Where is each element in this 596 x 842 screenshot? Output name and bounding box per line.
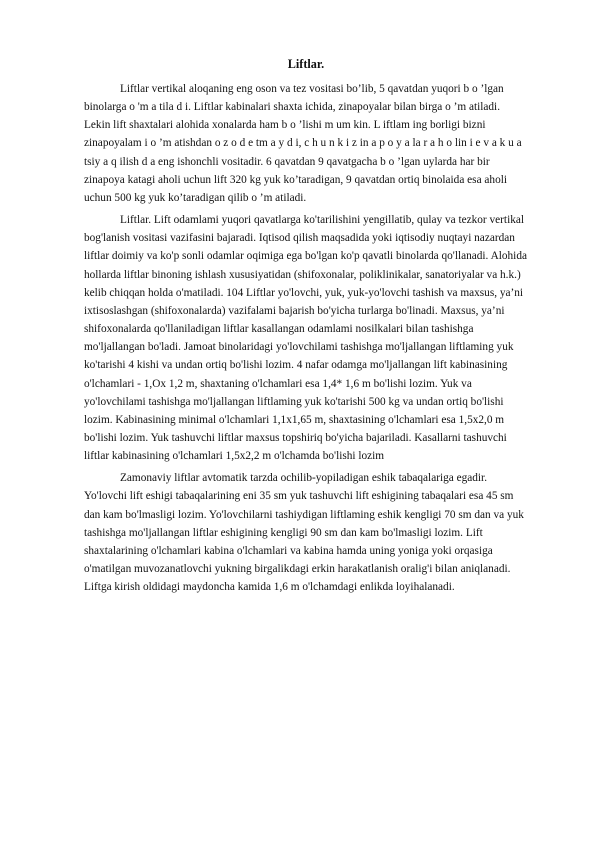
paragraph-intro: Liftlar vertikal aloqaning eng oson va tez vositasi bo’lib, 5 qavatdan yuqori b o ’lgan binolarga o 'm a tila d i. Liftlar kabinalari shaxta ichida, zinapoyalar bilan birga o ’m atiladi. Lekin lift shaxtalari alohida xonalarda ham b o ’lishi m um kin. L iftlam ing borligi bizni zinapoyalam i o ’m atishdan o z o d e tm a y d i, c h u n k i z in a p o y a la r a h o lin i e v a k u a tsiy a q ilish d a eng ishonchli vositadir. 6 qavatdan 9 qavatgacha b o ’lgan uylarda har bir zinapoya katagi aholi uchun lift 320 kg yuk ko’taradigan, 9 qavatdan ortiq binolaida esa aholi uchun 500 kg yuk ko’taradigan qilib o ’m atiladi. [84,83,522,204]
document-page [84,57,528,600]
document-title: Liftlar. [287,57,325,71]
paragraph-doors: Zamonaviy liftlar avtomatik tarzda ochilib-yopiladigan eshik tabaqalariga egadir. Yo'lovchi lift eshigi tabaqalarining eni 35 sm yuk tashuvchi lift eshigining tabaqalari esa 45 sm dan kam bo'lmasligi lozim. Yo'lovchilarni tashiydigan liftlaming eshik kengligi 70 sm dan va yuk tashishga mo'ljallangan liftlar eshigining kengligi 90 sm dan kam bo'lmasligi lozim. Lift shaxtalarining o'lchamlari kabina o'lchamlari va kabina hamda uning yoniga yoki orqasiga o'matilgan muvozanatlovchi yukning birgalikdagi erkin harakatlanish oralig'i bilan aniqlanadi. Liftga kirish oldidagi maydoncha kamida 1,6 m o'lchamdagi enlikda loyihalanadi. [84,472,524,594]
paragraph-lift-types: Liftlar. Lift odamlami yuqori qavatlarga ko'tarilishini yengillatib, qulay va tezkor vertikal bog'lanish vositasi vazifasini bajaradi. Iqtisod qilish maqsadida yoki iqtisodiy nuqtayi nazardan liftlar doimiy va ko'p sonli odamlar oqimiga ega bo'lgan ko'p qavatli binolarda qo'llanadi. Alohida hollarda liftlar binoning ishlash xususiyatidan (shifoxonalar, poliklinikalar, sanatoriyalar va h.k.) kelib chiqqan holda o'matiladi. 104 Liftlar yo'lovchi, yuk, yuk-yo'lovchi tashish va maxsus, ya’ni ixtisoslashgan (shifoxonalarda) vazifalami bajarish bo'yicha turlarga bo'linadi. Maxsus, ya’ni shifoxonalarda qo'llaniladigan liftlar kasallangan odamlami nosilkalari bilan tashishga mo'ljallangan bo'ladi. Jamoat binolaridagi yo'lovchilami tashishga mo'ljallangan liftlaming yuk ko'tarishi 4 kishi va undan ortiq bo'lishi lozim. 4 nafar odamga mo'ljallangan lift kabinasining o'lchamlari - 1,Ox 1,2 m, shaxtaning o'lchamlari esa 1,4* 1,6 m bo'lishi lozim. Yuk va yo'lovchilami tashishga mo'ljallangan liftlaming yuk ko'tarishi 500 kg va undan ortiq bo'lishi lozim. Kabinasining minimal o'lchamlari 1,1x1,65 m, shaxtasining o'lchamlari esa 1,5x2,0 m bo'lishi lozim. Yuk tashuvchi liftlar maxsus topshiriq bo'yicha bajariladi. Kasallarni tashuvchi liftlar kabinasining o'lchamlari 1,5x2,2 m o'lchamda bo'lishi lozim [84,214,527,463]
